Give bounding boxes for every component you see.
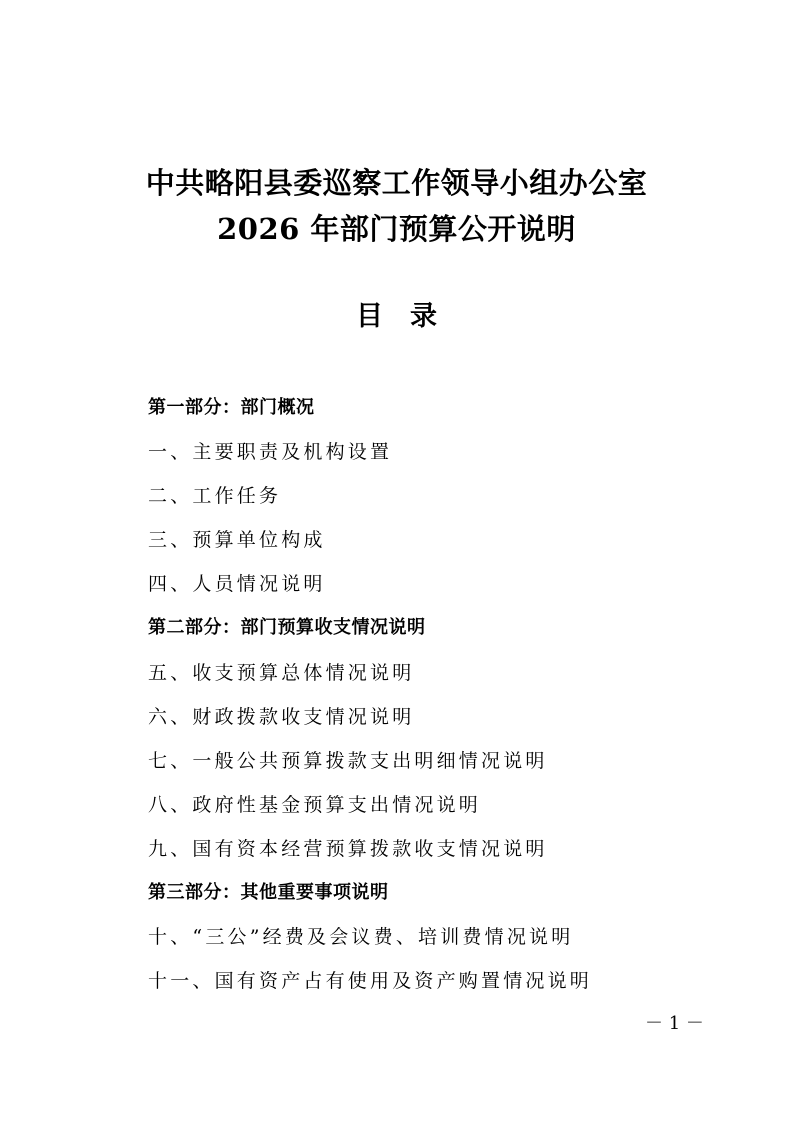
toc-entry: 二、工作任务 (148, 485, 282, 508)
toc-entry: 九、国有资本经营预算拨款收支情况说明 (148, 837, 548, 860)
toc-part-3: 第三部分：其他重要事项说明 (148, 882, 389, 904)
toc-entry: 八、政府性基金预算支出情况说明 (148, 793, 482, 816)
toc-entry: 六、财政拨款收支情况说明 (148, 705, 415, 728)
toc-part-2: 第二部分：部门预算收支情况说明 (148, 617, 426, 639)
toc-entry: 五、收支预算总体情况说明 (148, 661, 415, 684)
toc-entry: 七、一般公共预算拨款支出明细情况说明 (148, 749, 548, 772)
toc-entry: 一、主要职责及机构设置 (148, 441, 393, 464)
toc-entry: 十、“三公”经费及会议费、培训费情况说明 (148, 926, 574, 949)
toc-entry: 四、人员情况说明 (148, 573, 326, 596)
page-number: － 1 － (645, 1013, 704, 1034)
toc-entry: 三、预算单位构成 (148, 529, 326, 552)
title-line-1: 中共略阳县委巡察工作领导小组办公室 (145, 166, 648, 200)
toc-heading: 目录 (356, 301, 464, 332)
document-title (0, 160, 793, 252)
table-of-contents (148, 390, 748, 1007)
toc-part-1: 第一部分：部门概况 (148, 397, 315, 418)
title-line-2: 2026 年部门预算公开说明 (217, 212, 576, 246)
toc-entry: 十一、国有资产占有使用及资产购置情况说明 (148, 970, 593, 993)
